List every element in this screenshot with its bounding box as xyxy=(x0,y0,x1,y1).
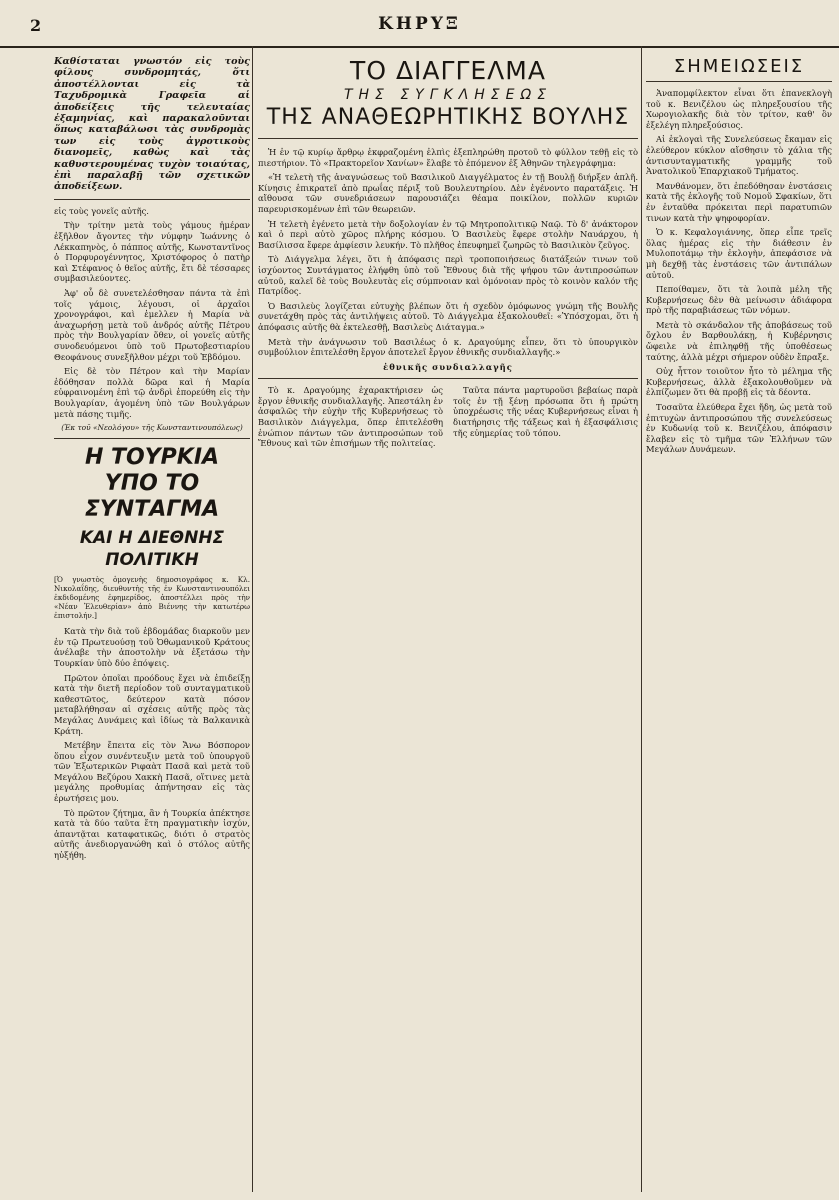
middle-column xyxy=(258,56,638,453)
masthead: ΚΗΡΥΞ xyxy=(378,14,461,34)
note-paragraph: Τοσαῦτα ἐλεύθερα ἔχει ἤδη, ὡς μετὰ τοῦ ἐπιτυχὼν ἀντιπροσώπου τῆς συνελεύσεως ἐν Κυδωνίᾳ τοῦ κ. Βενιζέλου, ἀπόφασιν ἔλαβεν εἰς τὸ τμῆμα τῶν Ἐλλήνων τῶν Μεγάλων Δυνάμεων. xyxy=(646,402,832,455)
page-header xyxy=(0,0,839,48)
subscription-notice: Καθίσταται γνωστόν εἰς τοὺς φίλους συνδρομητάς, ὅτι ἀποστέλλονται εἰς τὰ Ταχυδρομικὰ Γραφεῖα αἱ ἀποδείξεις τῆς τελευταίας ἑξαμηνίας, καὶ παρακαλοῦνται ὅπως καταβάλωσι τὰς συνδρομὰς των εἰς τοὺς ἀγροτικοὺς διανομεῖς, καθὼς καὶ τὰς καθυστερουμένας τυχὸν τοιαύτας, ἐπὶ παραλαβῇ τῶν σχετικῶν ἀποδείξεων. xyxy=(54,56,250,200)
split-right-paragraph: Ταῦτα πάντα μαρτυροῦσι βεβαίως παρὰ τοῖς ἐν τῇ ξένῃ πρόσωπα ὅτι ἡ πρώτη ὑποχρέωσις τῆς νέας Κυβερνήσεως εἶναι ἡ διατήρησις τῆς τάξεως καὶ ἡ ἐξασφάλισις τῆς εὐημερίας τοῦ τόπου. xyxy=(453,385,638,438)
headline-note: [Ὁ γνωστὸς ὁμογενὴς δημοσιογράφος κ. Κλ. Νικολαΐδης, διευθυντὴς τῆς ἐν Κωνσταντινουπόλει ἐκδιδομένης ἐφημερίδος, ἀποστέλλει πρὸς τὴν «Νέαν Ἐλευθερίαν» ἀπὸ Βιέννης τὴν κατωτέρω ἐπιστολήν.] xyxy=(54,575,250,621)
proclamation-intro: Ἡ ἐν τῷ κυρίῳ ἄρθρῳ ἐκφραζομένη ἐλπὶς ἐξεπληρώθη προτοῦ τὸ φύλλον τεθῇ εἰς τὸ πιεστήριον. Τὸ «Πρακτορεῖον Χανίων» ἔλαβε τὸ ἐπόμενον ἐξ Ἀθηνῶν τηλεγράφημα: xyxy=(258,147,638,168)
column-rule-right xyxy=(641,46,642,1192)
spaced-phrase: ἐθνικῆς συνδιαλλαγῆς xyxy=(383,361,513,372)
proclamation-paragraph: Μετὰ τὴν ἀνάγνωσιν τοῦ Βασιλέως ὁ κ. Δραγούμης εἶπεν, ὅτι τὸ ὑπουργικὸν συμβούλιον ἐπιτελέσθη ἔργον ἀποτελεῖ ἔργον ἐθνικῆς συνδιαλλαγῆς.» xyxy=(258,336,638,358)
proclamation-headline-line2: ΤΗΣ ΣΥΓΚΛΗΣΕΩΣ xyxy=(343,87,553,103)
proclamation-headline xyxy=(258,56,638,132)
notes-headline: ΣΗΜΕΙΩΣΕΙΣ xyxy=(646,56,832,82)
turkey-paragraph: Κατὰ τὴν διὰ τοῦ ἑβδομάδας διαρκοῦν μεν ἐν τῷ Πρωτευούσῃ τοῦ Ὀθωμανικοῦ Κράτους ἀνέλαβε τὴν ἀποστολὴν νὰ ἐξετάσω τὴν Τουρκίαν ὑπὸ δύο ἐπόψεις. xyxy=(54,626,250,668)
turkey-headline-line1: Η ΤΟΥΡΚΙΑ xyxy=(84,445,220,471)
left-column xyxy=(54,56,250,865)
split-left-paragraph: Τὸ κ. Δραγούμης ἐχαρακτήρισεν ὡς ἔργον ἐθνικῆς συνδιαλλαγῆς. Ἀπεστάλη ἐν ἀσφαλῶς τὴν εὐχὴν τῆς Κυβερνήσεως τὸ Βασιλικὸν Διάγγελμα, ὅπερ ἐπιτελέσθη ἐνώπιον πάντων τῶν ἀντιπροσώπων τοῦ Ἔθνους καὶ τῶν ἐπισήμων τῆς πολιτείας. xyxy=(258,385,443,449)
proclamation-headline-line1: ΤΟ ΔΙΑΓΓΕΛΜΑ xyxy=(350,56,546,85)
note-paragraph: Οὐχ ἧττον τοιοῦτον ἦτο τὸ μέλημα τῆς Κυβερνήσεως, ἀλλὰ ἐξακολουθοῦμεν νὰ ἐλπίζωμεν ὅτι θὰ προβῇ εἰς τὰ δέοντα. xyxy=(646,366,832,398)
turkey-headline-line3: ΚΑΙ Η ΔΙΕΘΝΗΣ ΠΟΛΙΤΙΚΗ xyxy=(79,528,225,571)
note-paragraph: Αἱ ἐκλογαὶ τῆς Συνελεύσεως ἔκαμαν εἰς ἐλεύθερον κύκλον αἴσθησιν τὸ χάλια τῆς ἀντισυνταγματικῆς γραμμῆς τοῦ Ἀνατολικοῦ Ἐπαρχιακοῦ Τμήματος. xyxy=(646,134,832,177)
right-column xyxy=(646,56,832,459)
middle-split-columns xyxy=(258,378,638,453)
turkey-paragraph: Τὸ πρῶτον ζήτημα, ἂν ἡ Τουρκία ἀπέκτησε κατὰ τὰ δύο ταῦτα ἔτη πραγματικὴν ἰσχύν, ἀπαντᾷται καταφατικῶς, διότι ὁ στρατὸς αὐτῆς ἀνεδιοργανώθη καὶ ὁ στόλος αὐτῆς ηὐξήθη. xyxy=(54,807,250,861)
divider xyxy=(258,138,638,139)
left-paragraph: Ἀφ' οὗ δὲ συνετελέσθησαν πάντα τὰ ἐπὶ τοῖς γάμοις, λέγουσι, οἱ ἀρχαῖοι χρονογράφοι, καὶ ἐμελλεν ἡ Μαρία νὰ ἀναχωρήσῃ μετὰ τοῦ ἀνδρός αὐτῆς Πέτρου πρὸς τὴν Βουλγαρίαν ὅθεν, οἱ γονεῖς αὐτῆς συνοδευόμενοι ὑπὸ τοῦ Πρωτοβεστιαρίου Θεοφάνους συνεξῆλθον μέχρι τοῦ Ἑβδόμου. xyxy=(54,288,250,362)
note-paragraph: Μανθάνομεν, ὅτι ἐπεδόθησαν ἐνστάσεις κατὰ τῆς ἐκλογῆς τοῦ Νομοῦ Σφακίων, ὅτι ἐν ἐνταῦθα πρόκειται περὶ παρατυπιῶν τινων κατὰ τὴν ψηφοφορίαν. xyxy=(646,180,832,223)
proclamation-paragraph: «Ἡ τελετὴ τῆς ἀναγνώσεως τοῦ Βασιλικοῦ Διαγγέλματος ἐν τῇ Βουλῇ διήρξεν ἀπλῆ. Κίνησις ἐπικρατεῖ ἀπὸ πρωΐας πέριξ τοῦ Βουλευτηρίου. Δὲν ἐγένοντο παρατάξεις. Ἡ αἴθουσα τῶν συνεδριάσεων παρουσιάζει θέαμα ποικίλον, πολλῶν κυριῶν παρευρισκομένων ἐπὶ τῶν θεωρειῶν. xyxy=(258,172,638,214)
note-paragraph: Πεποίθαμεν, ὅτι τὰ λοιπὰ μέλη τῆς Κυβερνήσεως δὲν θὰ μείνωσιν ἀδιάφορα πρὸ τῆς παραβιάσεως τῶν νόμων. xyxy=(646,284,832,316)
left-paragraph: Τὴν τρίτην μετὰ τοὺς γάμους ἡμέραν ἐξῆλθον ἄγοντες τὴν νύμφην Ἰωάννης ὁ Λέκκαπηνὸς, ὁ πάππος αὐτῆς, Κωνσταντῖνος ὁ Πορφυρογέννητος, Χριστόφορος ὁ πατὴρ καὶ Στέφανος ὁ θεῖος αὐτῆς, ἔτι δὲ τέσσαρες συμβασιλεύοντες. xyxy=(54,220,250,284)
left-paragraph: εἰς τοὺς γονεῖς αὐτῆς. xyxy=(54,205,149,216)
note-paragraph: Ἀναπομφίλεκτον εἶναι ὅτι ἐπανεκλογὴ τοῦ κ. Βενιζέλου ὡς πληρεξουσίου τῆς Χωρογιολακῆς διὰ τὸν τρίτον, καθ' ὃν ἐξελέγη πληρεξούσιος. xyxy=(646,88,832,130)
page-number: 2 xyxy=(30,16,42,35)
turkey-paragraph: Μετέβην ἔπειτα εἰς τὸν Ἄνω Βόσπορον ὅπου εἶχον συνέντευξιν μετὰ τοῦ ὑπουργοῦ τῶν Ἐξωτερικῶν Ριφαὰτ Πασᾶ καὶ μετὰ τοῦ Μεγάλου Βεζύρου Χακκὴ Πασᾶ, οἵτινες μετὰ μεγάλης προθυμίας ἀπήντησαν εἰς τὰς ἐρωτήσεις μου. xyxy=(54,740,250,804)
note-paragraph: Μετὰ τὸ σκάνδαλον τῆς ἀποβάσεως τοῦ ὄχλου ἐν Βαρθουλάκῃ, ἡ Κυβέρνησις ὤφειλε νὰ ἐπιληφθῇ τῆς ὑποθέσεως ταύτης, ἀλλὰ μέχρι σήμερον οὐδὲν ἔπραξε. xyxy=(646,319,832,362)
proclamation-paragraph: Ὁ Βασιλεὺς λογίζεται εὐτυχὴς βλέπων ὅτι ἡ σχεδὸν ὁμόφωνος γνώμη τῆς Βουλῆς συνετάχθη πρὸς τὰς ἀντιλήψεις αὐτοῦ. Τὸ Διάγγελμα ἐξακολουθεῖ: «Ὑπόσχομαι, ὅτι ἡ ἀπόφασις αὐτῆς θὰ ἐκτελεσθῇ, Βασιλεὺς Διάταγμα.» xyxy=(258,300,638,332)
article-source: (Ἐκ τοῦ «Νεολόγου» τῆς Κωνσταντινουπόλεως) xyxy=(61,423,243,433)
turkey-headline-line2: ΥΠΟ ΤΟ ΣΥΝΤΑΓΜΑ xyxy=(84,471,220,523)
note-paragraph: Ὁ κ. Κεφαλογιάννης, ὅπερ εἶπε τρεῖς ὅλας ἡμέρας εἰς τὴν διάθεσιν ἐν Μυλοποτάμῳ τὴν ἐκλογὴν, ἀπεφάσισε νὰ μὴ δεχθῇ τὰς ἐνστάσεις τῶν ἀντιπάλων αὐτοῦ. xyxy=(646,227,832,280)
proclamation-paragraph: Τὸ Διάγγελμα λέγει, ὅτι ἡ ἀπόφασις περὶ τροποποιήσεως διατάξεών τινων τοῦ ἰσχύοντος Συντάγματος ἐλήφθη ὑπὸ τοῦ Ἔθνους διὰ τῆς ψήφου τῶν ἀντιπροσώπων αὐτοῦ, καλεῖ δὲ τοὺς Βουλευτὰς εἰς σύμπνοιαν καὶ ὁμόνοιαν πρὸς τὸ κοινὸν καλόν τῆς Πατρίδος. xyxy=(258,254,638,297)
turkey-headline xyxy=(54,445,250,571)
proclamation-headline-line3: ΤΗΣ ΑΝΑΘΕΩΡΗΤΙΚΗΣ ΒΟΥΛΗΣ xyxy=(266,105,630,130)
divider xyxy=(54,438,250,439)
column-rule-left xyxy=(252,46,253,1192)
proclamation-paragraph: Ἡ τελετὴ ἐγένετο μετὰ τὴν δοξολογίαν ἐν τῷ Μητροπολιτικῷ Ναῷ. Τὸ δ' ἀνάκτορον καὶ ὁ περὶ αὐτὸ χῶρος πλήρης κόσμου. Ὁ Βασιλεὺς ἔφερε στολὴν Ναυάρχου, ἡ Βασίλισσα ἔφερε ἀμφίεσιν λευκήν. Τὸ πλῆθος ἐπευφημεῖ ζωηρῶς τὸ Βασιλικὸν ζεῦγος. xyxy=(258,218,638,250)
turkey-paragraph: Πρῶτον ὁποῖαι προόδους ἔχει νὰ ἐπιδείξῃ κατὰ τὴν διετῆ περίοδον τοῦ συνταγματικοῦ καθεστῶτος, δεύτερον κατὰ πόσον μεταβλήθησαν αἱ σχέσεις αὐτῆς πρὸς τὰς Μεγάλας Δυνάμεις καὶ ἰδίως τὰ Βαλκανικὰ Κράτη. xyxy=(54,672,250,736)
left-paragraph: Εἰς δὲ τὸν Πέτρον καὶ τὴν Μαρίαν ἐδόθησαν πολλὰ δῶρα καὶ ἡ Μαρία εὐφραινομένη ἐπὶ τῷ ἀνδρὶ ἐπορεύθη εἰς τὴν Βουλγαρίαν, ἀγομένη ὑπὸ τῶν Βουλγάρων μετὰ πάσης τιμῆς. xyxy=(54,366,250,419)
